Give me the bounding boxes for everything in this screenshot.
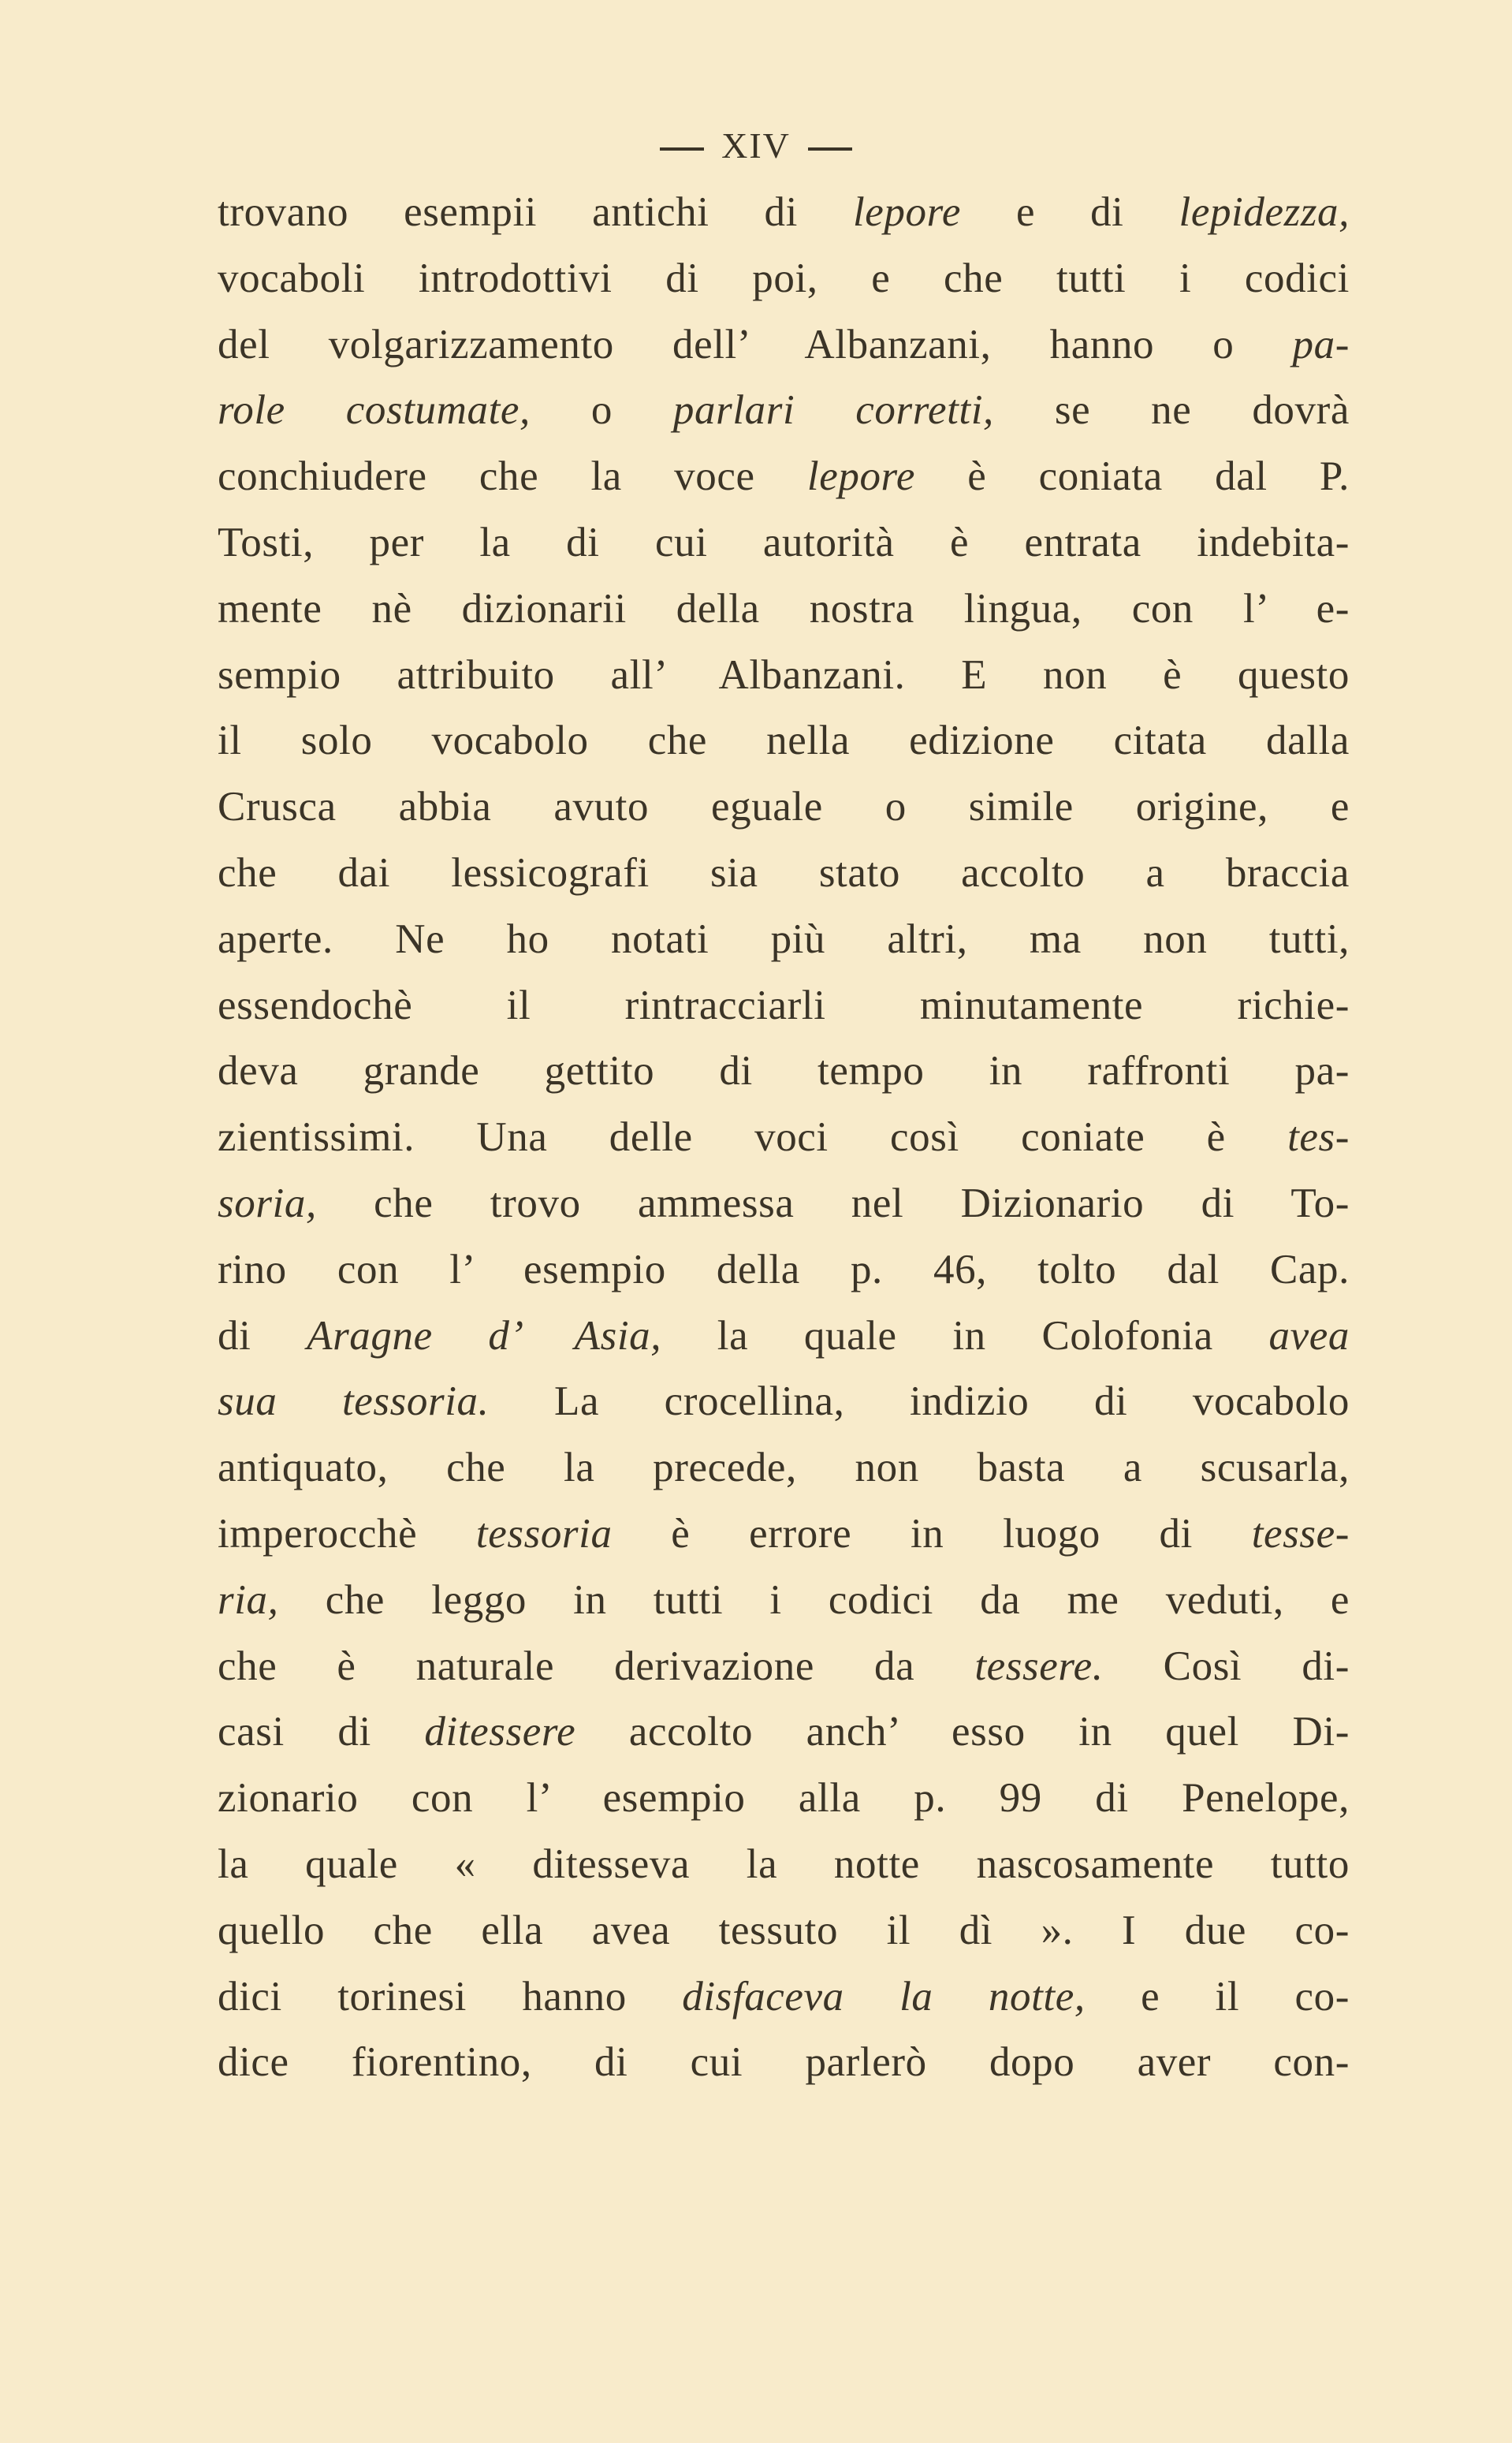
- text-line: [218, 643, 1350, 709]
- text-line: [218, 180, 1350, 246]
- text-run: trovano esempii antichi di: [218, 189, 853, 235]
- text-line: [218, 1171, 1350, 1237]
- text-line: [218, 1237, 1350, 1304]
- text-line: [218, 907, 1350, 973]
- text-line: [218, 841, 1350, 907]
- text-run: è errore in luogo di: [612, 1510, 1252, 1557]
- page-header: [0, 125, 1512, 166]
- italic-text: sua tessoria.: [218, 1378, 490, 1425]
- text-run: mente nè dizionarii della nostra lingua, con l’ e-: [218, 585, 1350, 632]
- italic-text: avea: [1268, 1312, 1350, 1359]
- text-run: dice fiorentino, di cui parlerò dopo aver con-: [218, 2039, 1350, 2086]
- text-run: aperte. Ne ho notati più altri, ma non tutti,: [218, 916, 1350, 962]
- text-line: [218, 1699, 1350, 1766]
- text-run: o: [530, 387, 673, 434]
- text-run: che dai lessicografi sia stato accolto a braccia: [218, 849, 1350, 896]
- text-run: Crusca abbia avuto eguale o simile origine, e: [218, 784, 1350, 830]
- text-run: casi di: [218, 1709, 425, 1755]
- italic-text: lepore: [852, 189, 961, 235]
- body-text: [218, 180, 1350, 2096]
- text-run: Così di-: [1103, 1643, 1350, 1689]
- text-run: di: [218, 1312, 307, 1359]
- text-run: il solo vocabolo che nella edizione citata dalla: [218, 718, 1350, 764]
- text-line: [218, 444, 1350, 510]
- text-run: e il co-: [1085, 1973, 1350, 2020]
- text-run: conchiudere che la voce: [218, 453, 807, 500]
- text-line: [218, 378, 1350, 444]
- text-line: [218, 1898, 1350, 1964]
- text-line: [218, 246, 1350, 312]
- text-run: la quale « ditesseva la notte nascosamente tutto: [218, 1841, 1350, 1887]
- text-line: [218, 774, 1350, 841]
- text-run: è coniata dal P.: [914, 453, 1350, 500]
- text-run: e di: [960, 189, 1179, 235]
- text-line: [218, 1568, 1350, 1634]
- italic-text: soria,: [218, 1180, 317, 1226]
- italic-text: tessere.: [974, 1643, 1104, 1689]
- text-line: [218, 1832, 1350, 1898]
- text-run: rino con l’ esempio della p. 46, tolto dal Cap.: [218, 1246, 1350, 1292]
- text-line: [218, 1964, 1350, 2031]
- text-run: zionario con l’ esempio alla p. 99 di Penelope,: [218, 1775, 1350, 1822]
- italic-text: lepore: [806, 453, 915, 500]
- text-line: [218, 576, 1350, 643]
- italic-text: role costumate,: [218, 387, 531, 434]
- text-line: [218, 1501, 1350, 1568]
- text-run: deva grande gettito di tempo in raffronti pa-: [218, 1048, 1350, 1095]
- text-line: [218, 1304, 1350, 1370]
- text-run: accolto anch’ esso in quel Di-: [575, 1709, 1350, 1755]
- text-run: vocaboli introdottivi di poi, e che tutti i codici: [218, 255, 1350, 301]
- italic-text: Aragne d’ Asia,: [307, 1312, 662, 1359]
- text-run: antiquato, che la precede, non basta a scusarla,: [218, 1445, 1350, 1491]
- text-line: [218, 708, 1350, 774]
- text-run: dici torinesi hanno: [218, 1973, 683, 2020]
- text-line: [218, 973, 1350, 1039]
- italic-text: lepidezza,: [1179, 189, 1350, 235]
- text-line: [218, 1634, 1350, 1700]
- text-run: sempio attribuito all’ Albanzani. E non è questo: [218, 651, 1350, 698]
- text-line: [218, 1039, 1350, 1105]
- text-run: la quale in Colofonia: [661, 1312, 1269, 1359]
- italic-text: pa-: [1292, 321, 1350, 367]
- text-run: imperocchè: [218, 1510, 476, 1557]
- text-line: [218, 312, 1350, 379]
- text-run: che trovo ammessa nel Dizionario di To-: [316, 1180, 1350, 1226]
- italic-text: tessoria: [475, 1510, 613, 1557]
- text-run: del volgarizzamento dell’ Albanzani, hanno o: [218, 321, 1293, 367]
- text-line: [218, 2030, 1350, 2096]
- em-dash-left: [660, 147, 704, 151]
- text-line: [218, 1105, 1350, 1171]
- page-number: XIV: [721, 125, 791, 166]
- text-run: che leggo in tutti i codici da me veduti, e: [278, 1576, 1350, 1623]
- text-line: [218, 1766, 1350, 1832]
- text-line: [218, 1435, 1350, 1501]
- text-line: [218, 1369, 1350, 1435]
- text-run: quello che ella avea tessuto il dì ». I due co-: [218, 1907, 1350, 1953]
- italic-text: ditessere: [424, 1709, 576, 1755]
- text-run: La crocellina, indizio di vocabolo: [489, 1378, 1350, 1425]
- text-run: se ne dovrà: [993, 387, 1350, 434]
- text-run: Tosti, per la di cui autorità è entrata indebita-: [218, 519, 1350, 565]
- em-dash-right: [808, 147, 852, 151]
- italic-text: disfaceva la notte,: [682, 1973, 1086, 2020]
- italic-text: parlari corretti,: [672, 387, 994, 434]
- italic-text: tesse-: [1251, 1510, 1350, 1557]
- text-run: essendochè il rintracciarli minutamente richie-: [218, 982, 1350, 1028]
- text-run: zientissimi. Una delle voci così coniate è: [218, 1114, 1288, 1161]
- italic-text: tes-: [1287, 1114, 1350, 1161]
- text-run: che è naturale derivazione da: [218, 1643, 975, 1689]
- italic-text: ria,: [218, 1576, 279, 1623]
- text-line: [218, 510, 1350, 576]
